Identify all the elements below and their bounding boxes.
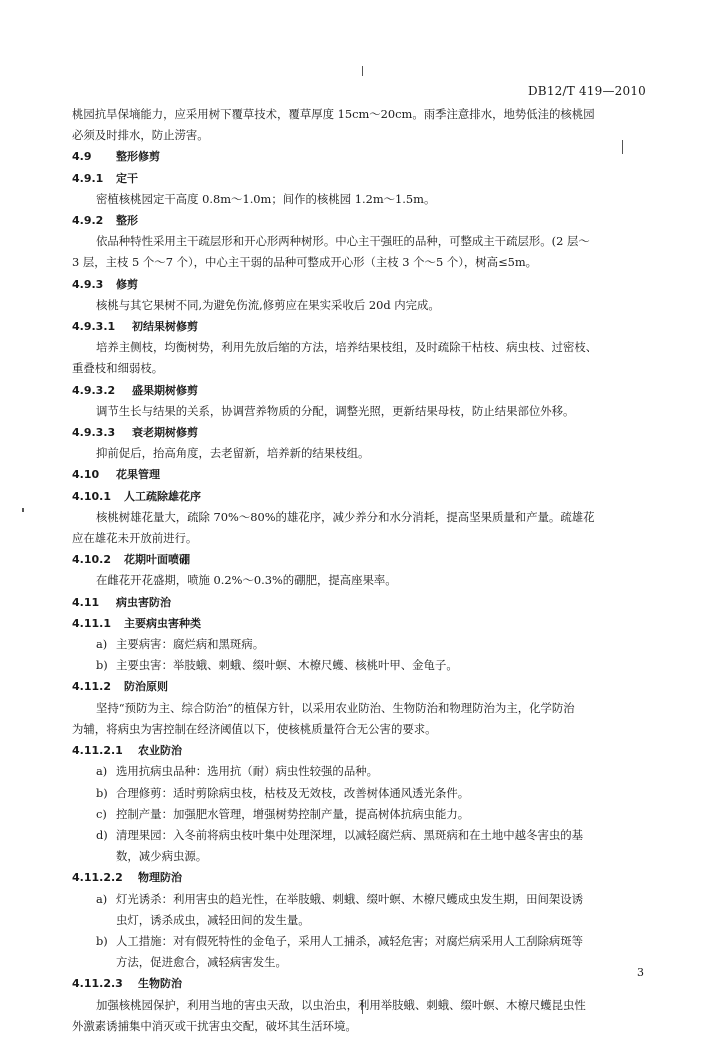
paragraph: 3 层，主枝 5 个～7 个），中心主干弱的品种可整成开心形（主枝 3 个～5 个），树高≤5m。 xyxy=(72,255,538,270)
section-heading: 4.9.3.3 衰老期树修剪 xyxy=(72,426,198,440)
paragraph: 密植核桃园定干高度 0.8m～1.0m；间作的核桃园 1.2m～1.5m。 xyxy=(96,191,436,206)
list-item: c) 控制产量：加强肥水管理，增强树势控制产量，提高树体抗病虫能力。 xyxy=(96,806,470,821)
section-heading: 4.11.2.2 物理防治 xyxy=(72,871,182,885)
list-item-continuation: 数，减少病虫源。 xyxy=(116,849,208,864)
section-heading: 4.10 花果管理 xyxy=(72,468,160,482)
paragraph: 培养主侧枝，均衡树势，利用先放后缩的方法，培养结果枝组，及时疏除干枯枝、病虫枝、过密枝、 xyxy=(96,340,598,355)
section-heading: 4.11.1 主要病虫害种类 xyxy=(72,616,201,630)
paragraph: 应在雄花未开放前进行。 xyxy=(72,531,198,546)
paragraph: 桃园抗旱保墒能力，应采用树下覆草技术，覆草厚度 15cm～20cm。雨季注意排水，地势低洼的核桃园 xyxy=(72,107,595,121)
section-heading: 4.11.2.3 生物防治 xyxy=(72,977,182,991)
scan-mark-left xyxy=(22,508,24,512)
section-heading: 4.9.2 整形 xyxy=(72,214,138,228)
section-heading: 4.11 病虫害防治 xyxy=(72,595,171,609)
paragraph: 重叠枝和细弱枝。 xyxy=(72,361,164,376)
section-heading: 4.10.2 花期叶面喷硼 xyxy=(72,553,190,567)
section-heading: 4.10.1 人工疏除雄花序 xyxy=(72,489,201,503)
document-body xyxy=(72,104,656,1037)
section-heading: 4.9.3 修剪 xyxy=(72,277,138,291)
section-heading: 4.11.2 防治原则 xyxy=(72,680,168,694)
standard-code: DB12/T 419—2010 xyxy=(527,84,646,98)
paragraph: 核桃树雄花量大，疏除 70%～80%的雄花序，减少养分和水分消耗，提高坚果质量和产量。疏雄花 xyxy=(96,509,595,524)
list-item: a) 灯光诱杀：利用害虫的趋光性，在举肢蛾、刺蛾、缀叶螟、木橑尺蠖成虫发生期，田间架设诱 xyxy=(96,891,584,906)
section-heading: 4.9.3.2 盛果期树修剪 xyxy=(72,383,198,397)
paragraph: 核桃与其它果树不同,为避免伤流,修剪应在果实采收后 20d 内完成。 xyxy=(96,297,440,312)
list-item-continuation: 虫灯，诱杀成虫，减轻田间的发生量。 xyxy=(116,912,310,927)
page-number: 3 xyxy=(637,966,644,979)
paragraph: 在雌花开花盛期，喷施 0.2%～0.3%的硼肥，提高座果率。 xyxy=(96,573,397,588)
paragraph: 抑前促后，抬高角度，去老留新，培养新的结果枝组。 xyxy=(96,446,370,461)
list-item: d) 清理果园：入冬前将病虫枝叶集中处理深埋，以减轻腐烂病、黑斑病和在土地中越冬害虫的基 xyxy=(96,827,584,842)
section-heading: 4.9.3.1 初结果树修剪 xyxy=(72,320,198,334)
paragraph: 为辅，将病虫为害控制在经济阈值以下，使核桃质量符合无公害的要求。 xyxy=(72,721,437,736)
paragraph: 外激素诱捕集中消灭或干扰害虫交配，破坏其生活环境。 xyxy=(72,1018,357,1033)
paragraph: 依品种特性采用主干疏层形和开心形两种树形。中心主干强旺的品种，可整成主干疏层形。(2 层～ xyxy=(96,234,590,249)
list-item: a) 选用抗病虫品种：选用抗（耐）病虫性较强的品种。 xyxy=(96,764,378,779)
paragraph: 必须及时排水，防止涝害。 xyxy=(72,128,209,143)
list-item-continuation: 方法，促进愈合，减轻病害发生。 xyxy=(116,955,287,970)
scan-mark-top xyxy=(362,66,363,76)
list-item: b) 合理修剪：适时剪除病虫枝，枯枝及无效枝，改善树体通风透光条件。 xyxy=(96,785,470,800)
section-heading: 4.9 整形修剪 xyxy=(72,150,160,164)
list-item: a) 主要病害：腐烂病和黑斑病。 xyxy=(96,637,265,652)
section-heading: 4.9.1 定干 xyxy=(72,171,138,185)
paragraph: 加强核桃园保护，利用当地的害虫天敌，以虫治虫，利用举肢蛾、刺蛾、缀叶螟、木橑尺蠖昆虫性 xyxy=(96,997,586,1012)
list-item: b) 人工措施：对有假死特性的金龟子，采用人工捕杀，减轻危害；对腐烂病采用人工刮除病斑等 xyxy=(96,933,584,948)
paragraph: 坚持“预防为主、综合防治”的植保方针，以采用农业防治、生物防治和物理防治为主，化学防治 xyxy=(96,700,575,715)
section-heading: 4.11.2.1 农业防治 xyxy=(72,744,182,758)
list-item: b) 主要虫害：举肢蛾、刺蛾、缀叶螟、木橑尺蠖、核桃叶甲、金龟子。 xyxy=(96,658,458,673)
paragraph: 调节生长与结果的关系，协调营养物质的分配，调整光照，更新结果母枝，防止结果部位外移。 xyxy=(96,403,575,418)
